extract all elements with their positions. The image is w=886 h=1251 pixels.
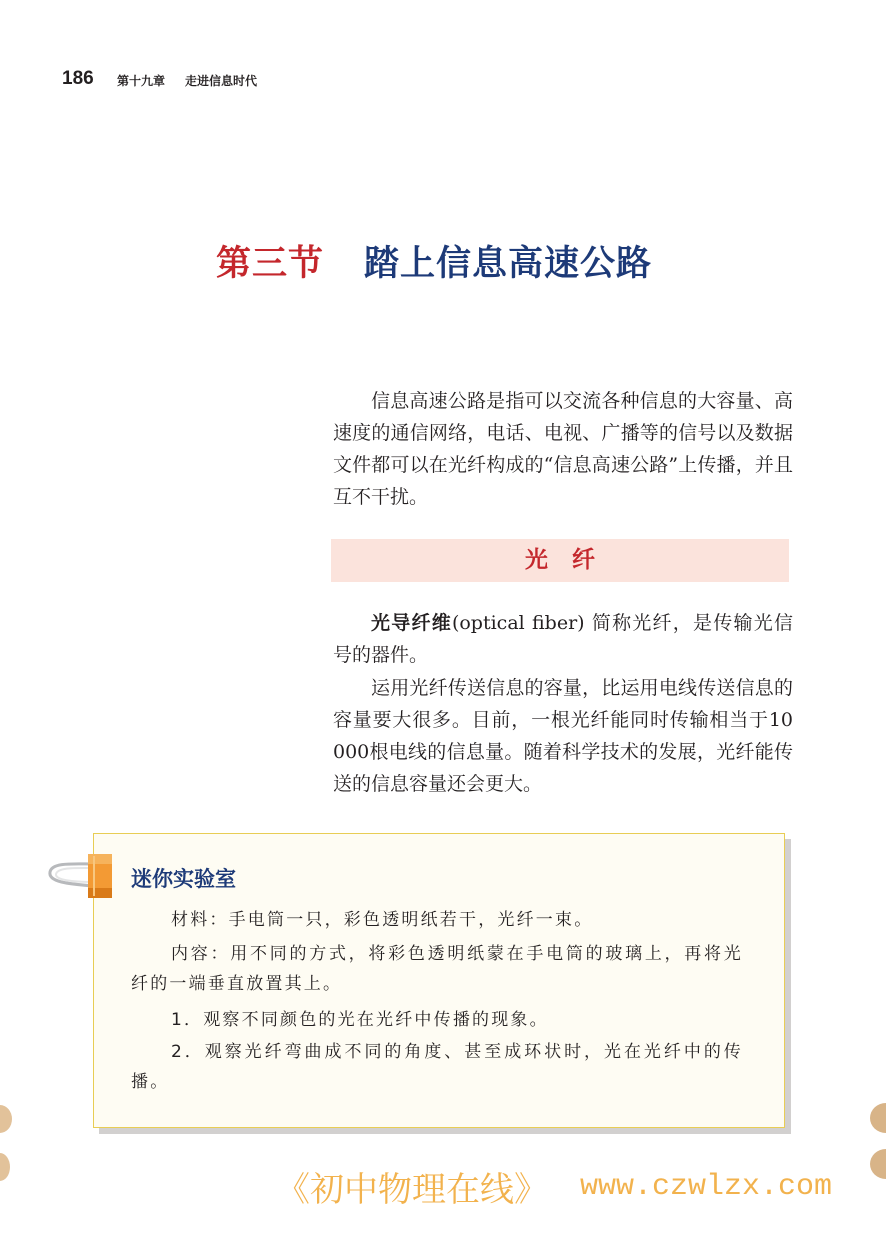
mini-lab-title: 迷你实验室: [131, 867, 236, 891]
lab-step-2: 2．观察光纤弯曲成不同的角度、甚至成环状时，光在光纤中的传播。: [131, 1042, 743, 1092]
left-edge-decoration: [0, 1105, 12, 1185]
fiber-capacity-paragraph: 运用光纤传送信息的容量，比运用电线传送信息的容量要大很多。目前，一根光纤能同时传输相当于10 000根电线的信息量。随着科学技术的发展，光纤能传送的信息容量还会更大。: [333, 677, 793, 795]
watermark-url: www.czwlzx.com: [580, 1170, 833, 1204]
right-edge-decoration: [870, 1103, 886, 1185]
fiber-term: 光导纤维: [371, 612, 452, 634]
binder-clip-icon: [44, 852, 116, 902]
fiber-definition-paragraph: [333, 607, 793, 671]
chapter-title: 走进信息时代: [185, 74, 258, 88]
lab-materials: 材料：手电筒一只，彩色透明纸若干，光纤一束。: [171, 910, 594, 930]
lab-step-1: 1．观察不同颜色的光在光纤中传播的现象。: [171, 1010, 549, 1030]
subsection-title: 光纤: [525, 547, 619, 573]
page-number: 186: [62, 68, 94, 89]
section-number: 第三节: [216, 243, 325, 284]
fiber-definition-text: (optical fiber) 简称光纤，是传输光信号的器件。: [333, 612, 793, 666]
chapter-label: 第十九章: [117, 74, 166, 88]
watermark-name: 《初中物理在线》: [276, 1170, 548, 1210]
lab-content: 内容：用不同的方式，将彩色透明纸蒙在手电筒的玻璃上，再将光纤的一端垂直放置其上。: [131, 944, 743, 994]
intro-paragraph: 信息高速公路是指可以交流各种信息的大容量、高速度的通信网络，电话、电视、广播等的信号以及数据文件都可以在光纤构成的“信息高速公路”上传播，并且互不干扰。: [333, 390, 793, 508]
section-title: 踏上信息高速公路: [364, 244, 653, 284]
